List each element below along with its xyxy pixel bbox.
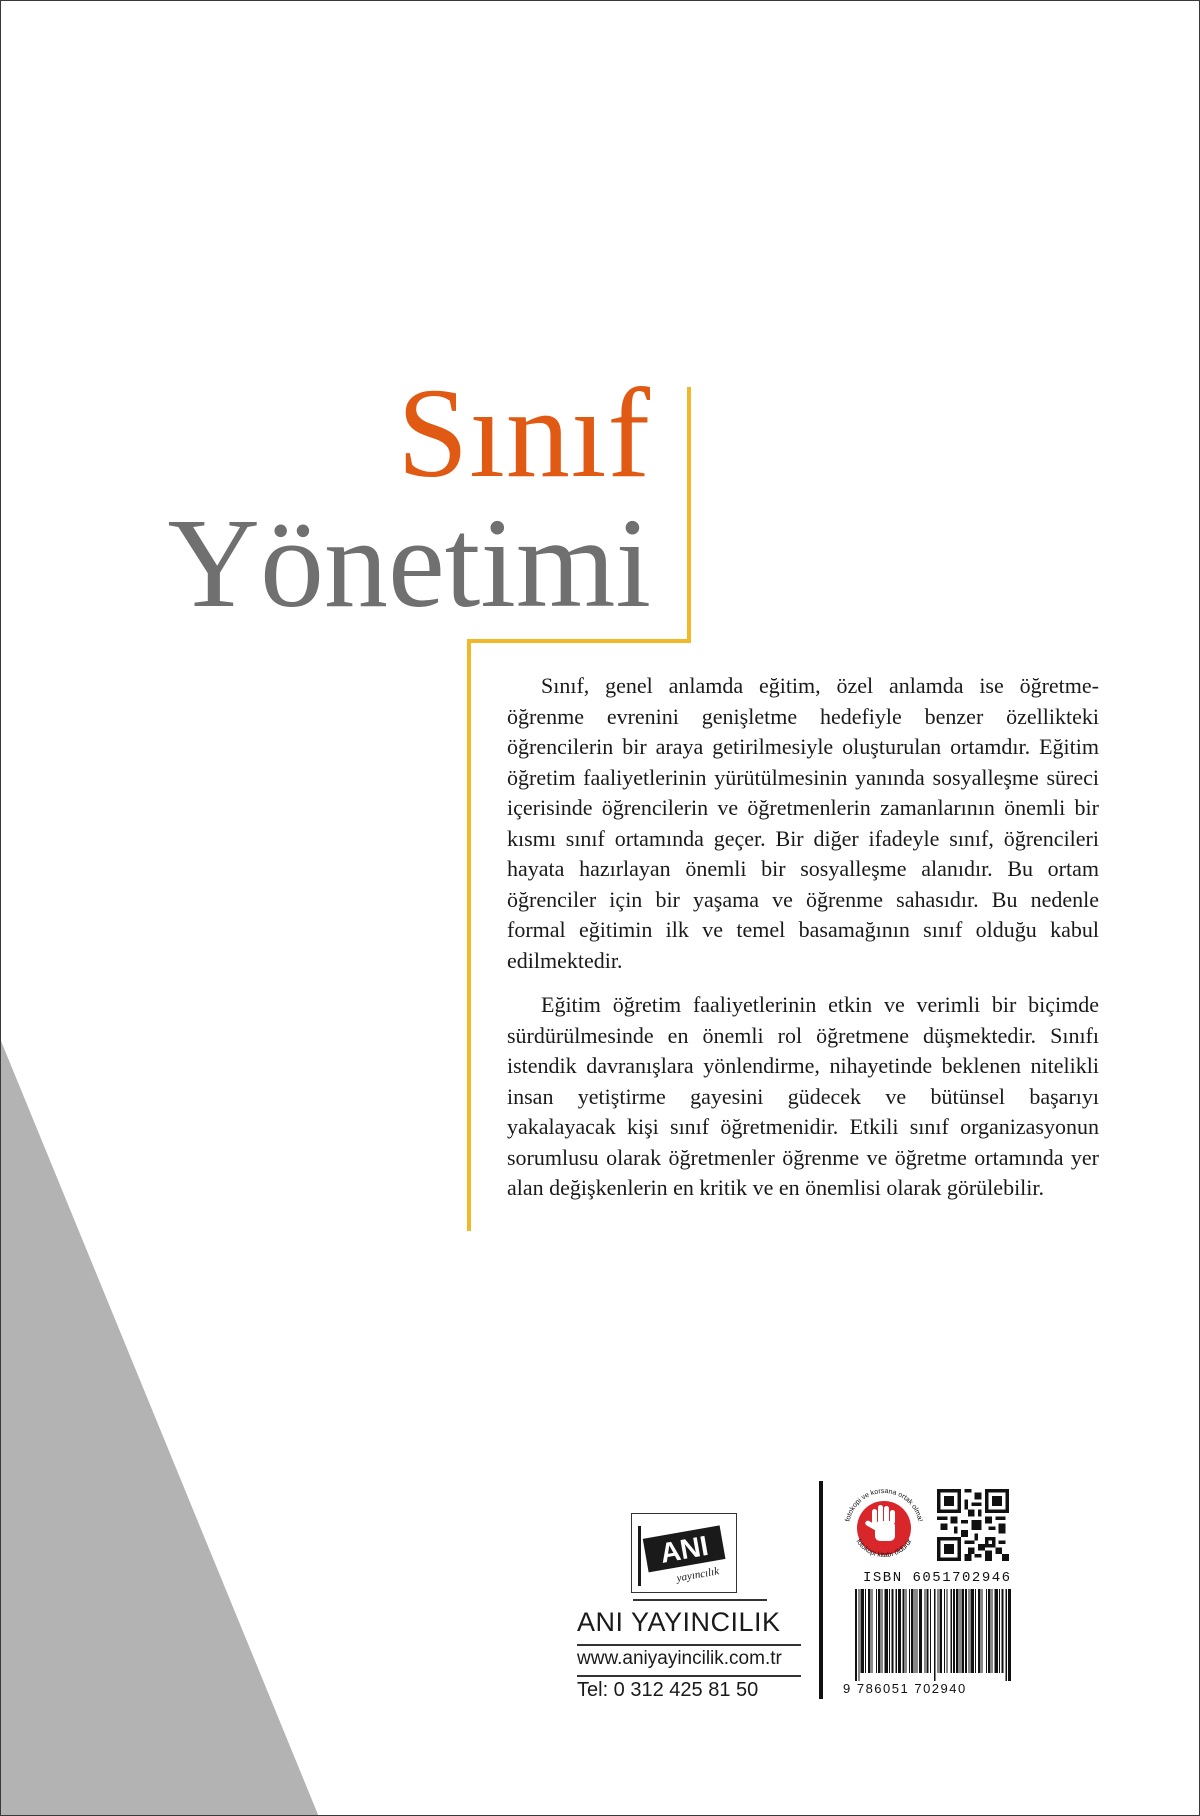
bracket-line-middle bbox=[467, 639, 691, 643]
barcode-bar bbox=[1001, 1589, 1003, 1673]
blurb-paragraph-2: Eğitim öğretim faaliyetlerinin etkin ve verimli bir biçimde sürdürülmesinde en önemli rol öğretmene düşmektedir. Sınıfı istendik davranışlara yönlendirme, nihayetinde beklenen nitelikli insan yetiştirme gayesini güdecek ve bütünsel başarıyı yakalayacak kişi sınıf öğretmenidir. Etkili sınıf organizasyonun sorumlusu olarak öğretmenler öğrenme ve öğretme ortamında yer alan değişkenlerin en kritik ve en önemlisi olarak görülebilir. bbox=[507, 992, 1099, 1200]
barcode-bar bbox=[962, 1589, 964, 1673]
isbn-label: ISBN 6051702946 bbox=[863, 1570, 1012, 1586]
publisher-name: ANI YAYINCILIK bbox=[577, 1607, 781, 1637]
barcode-bar bbox=[891, 1589, 893, 1673]
barcode-bar bbox=[934, 1589, 935, 1681]
barcode-bar bbox=[898, 1589, 901, 1673]
barcode-bar bbox=[944, 1589, 945, 1673]
barcode-bar bbox=[855, 1589, 857, 1681]
barcode-bar bbox=[865, 1589, 866, 1673]
publisher-logo-text: ANI bbox=[657, 1529, 711, 1569]
blurb-text bbox=[507, 671, 1099, 1218]
publisher-rule-2 bbox=[577, 1644, 801, 1646]
barcode-bar bbox=[1008, 1589, 1011, 1681]
barcode-bar bbox=[911, 1589, 913, 1673]
barcode-bar bbox=[978, 1589, 980, 1673]
barcode-bar bbox=[971, 1589, 974, 1673]
title-line-1: Sınıf bbox=[397, 362, 651, 504]
barcode-bar bbox=[881, 1589, 882, 1673]
barcode-bar bbox=[960, 1589, 961, 1673]
publisher-rule-1 bbox=[633, 1599, 767, 1601]
title-line-2: Yönetimi bbox=[167, 492, 651, 634]
barcode-bar bbox=[953, 1589, 955, 1673]
barcode-bar bbox=[861, 1589, 864, 1673]
barcode-bar bbox=[878, 1589, 880, 1673]
isbn-barcode bbox=[853, 1589, 1013, 1681]
stamp-bottom-text: fotokopi kitabı öldürür bbox=[854, 1538, 914, 1560]
publisher-website[interactable]: www.aniyayincilik.com.tr bbox=[577, 1648, 782, 1669]
barcode-bar bbox=[868, 1589, 870, 1673]
barcode-bar bbox=[946, 1589, 947, 1673]
bracket-line-bottom bbox=[467, 639, 471, 1231]
qr-code[interactable] bbox=[937, 1489, 1009, 1561]
barcode-bar bbox=[986, 1589, 987, 1673]
barcode-bar bbox=[975, 1589, 976, 1673]
barcode-bar bbox=[930, 1589, 931, 1673]
barcode-bar bbox=[965, 1589, 967, 1673]
barcode-bar bbox=[889, 1589, 890, 1673]
barcode-bar bbox=[999, 1589, 1000, 1673]
stamp-top-text: fotokopi ve korsana ortak olma! bbox=[844, 1487, 924, 1523]
barcode-bar bbox=[914, 1589, 915, 1673]
publisher-logo-subtext: yayıncılık bbox=[675, 1565, 720, 1585]
barcode-bar bbox=[940, 1589, 942, 1673]
barcode-bar bbox=[917, 1589, 918, 1673]
barcode-bar bbox=[924, 1589, 925, 1673]
barcode-bar bbox=[991, 1589, 992, 1673]
barcode-bar bbox=[938, 1589, 939, 1673]
barcode-bar bbox=[906, 1589, 907, 1673]
barcode-bar bbox=[995, 1589, 998, 1673]
barcode-bar bbox=[885, 1589, 888, 1673]
blurb-paragraph-1: Sınıf, genel anlamda eğitim, özel anlamda ise öğretme-öğrenme evrenini genişletme hedefiyle benzer özellikteki öğrencilerin bir araya getirilmesiyle oluşturulan ortamdır. Eğitim öğretim faaliyetlerinin yürütülmesinin yanında sosyalleşme süreci içerisinde öğrencilerin ve öğretmenlerin zamanlarının önemli bir kısmı sınıf ortamında geçer. Bir diğer ifadeyle sınıf, öğrencileri hayata hazırlayan önemli bir sosyalleşme alanıdır. Bu ortam öğrenciler için bir yaşama ve öğrenme sahasıdır. Bu nedenle formal eğitimin ilk ve temel basamağının sınıf olduğu kabul edilmektedir. bbox=[507, 673, 1099, 973]
bracket-line-top bbox=[687, 387, 691, 643]
barcode-bar bbox=[872, 1589, 873, 1673]
publisher-phone: Tel: 0 312 425 81 50 bbox=[577, 1679, 759, 1701]
barcode-bar bbox=[909, 1589, 910, 1673]
publisher-logo bbox=[631, 1513, 737, 1593]
barcode-bar bbox=[927, 1589, 929, 1673]
barcode-bar bbox=[858, 1589, 859, 1681]
barcode-bar bbox=[956, 1589, 958, 1673]
barcode-bar bbox=[1006, 1589, 1007, 1681]
publisher-rule-3 bbox=[577, 1675, 801, 1677]
barcode-bar bbox=[988, 1589, 990, 1673]
barcode-bar bbox=[876, 1589, 877, 1673]
anti-piracy-stamp bbox=[839, 1483, 929, 1573]
vertical-divider bbox=[819, 1481, 823, 1699]
barcode-bar bbox=[968, 1589, 969, 1673]
barcode-bar bbox=[982, 1589, 983, 1673]
barcode-bar bbox=[896, 1589, 897, 1673]
barcode-bar bbox=[951, 1589, 952, 1673]
barcode-bar bbox=[919, 1589, 922, 1673]
barcode-digits: 9 786051 702940 bbox=[843, 1681, 967, 1696]
barcode-bar bbox=[902, 1589, 904, 1673]
